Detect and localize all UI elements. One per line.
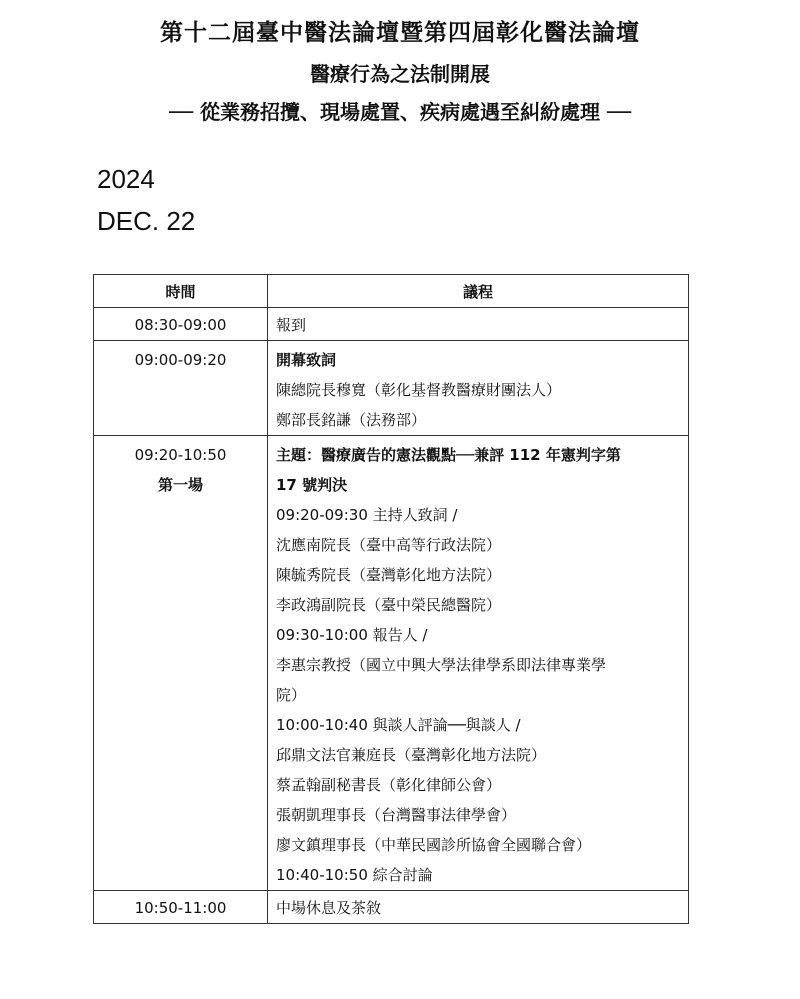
- program-cell: [268, 436, 689, 891]
- forum-title: 第十二屆臺中醫法論壇暨第四屆彰化醫法論壇: [160, 20, 640, 46]
- program-line: 中場休息及茶敘: [276, 899, 382, 917]
- time-cell: [94, 341, 268, 436]
- agenda-row: [94, 891, 689, 924]
- agenda-header-row: [94, 275, 689, 308]
- time-cell: [94, 436, 268, 891]
- time-cell: [94, 308, 268, 341]
- program-heading: 17 號判決: [276, 476, 348, 494]
- program-heading: 開幕致詞: [276, 351, 337, 369]
- program-line: 09:30-10:00 報告人 /: [276, 626, 428, 644]
- time-cell: [94, 891, 268, 924]
- agenda-row: [94, 436, 689, 891]
- time-range: 09:00-09:20: [134, 351, 227, 369]
- agenda-table: [93, 274, 689, 924]
- program-line: 10:00-10:40 與談人評論──與談人 /: [276, 716, 521, 734]
- program-line: 李惠宗教授（國立中興大學法律學系即法律專業學: [276, 656, 607, 674]
- program-cell: [268, 891, 689, 924]
- event-year: 2024: [97, 164, 155, 194]
- program-line: 報到: [276, 316, 307, 334]
- program-line: 邱鼎文法官兼庭長（臺灣彰化地方法院）: [276, 746, 547, 764]
- column-header-agenda: 議程: [268, 275, 689, 308]
- agenda-row: [94, 341, 689, 436]
- time-range: 08:30-09:00: [134, 316, 227, 334]
- event-date: DEC. 22: [97, 206, 196, 236]
- program-line: 蔡孟翰副秘書長（彰化律師公會）: [276, 776, 502, 794]
- program-line: 李政鴻副院長（臺中榮民總醫院）: [276, 596, 502, 614]
- session-label: 第一場: [157, 476, 203, 494]
- program-cell: [268, 308, 689, 341]
- program-line: 院）: [276, 686, 307, 704]
- program-line: 鄭部長銘謙（法務部）: [276, 411, 427, 429]
- time-range: 09:20-10:50: [134, 446, 227, 464]
- program-line: 陳毓秀院長（臺灣彰化地方法院）: [276, 566, 502, 584]
- forum-subtitle: 醫療行為之法制開展: [310, 62, 490, 86]
- program-cell: [268, 341, 689, 436]
- program-line: 陳總院長穆寬（彰化基督教醫療財團法人）: [276, 381, 562, 399]
- forum-theme: ── 從業務招攬、現場處置、疾病處遇至糾紛處理 ──: [168, 100, 632, 124]
- program-heading: 主題：醫療廣告的憲法觀點──兼評 112 年憲判字第: [276, 446, 621, 464]
- program-line: 09:20-09:30 主持人致詞 /: [276, 506, 458, 524]
- column-header-time: 時間: [94, 275, 268, 308]
- time-range: 10:50-11:00: [134, 899, 227, 917]
- program-line: 廖文鎮理事長（中華民國診所協會全國聯合會）: [276, 836, 592, 854]
- program-line: 沈應南院長（臺中高等行政法院）: [276, 536, 502, 554]
- program-line: 張朝凱理事長（台灣醫事法律學會）: [276, 806, 517, 824]
- agenda-row: [94, 308, 689, 341]
- program-line: 10:40-10:50 綜合討論: [276, 866, 433, 884]
